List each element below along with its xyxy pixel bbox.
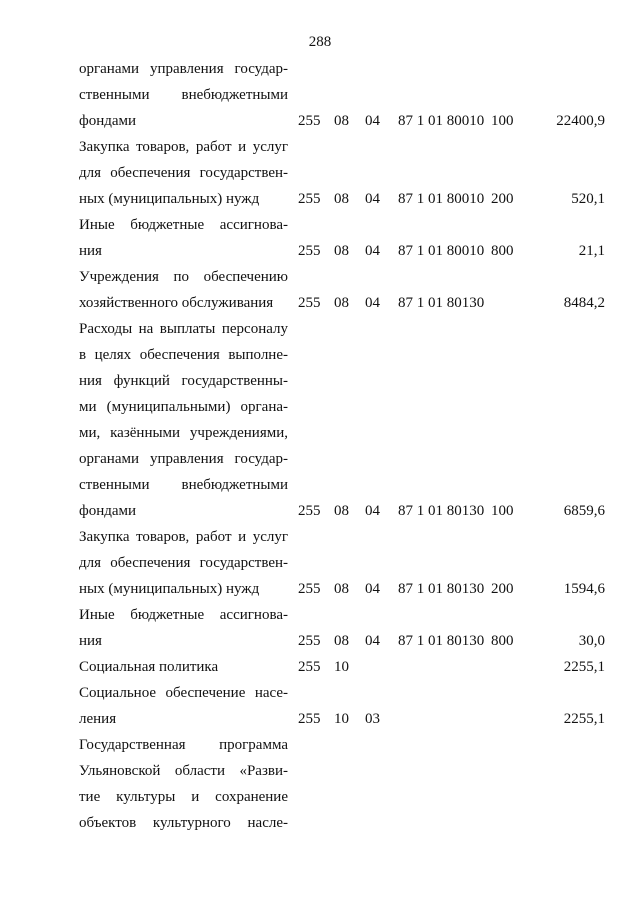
row-line [0, 316, 640, 342]
row-line [0, 290, 640, 316]
description-text: Ульяновской области «Разви- [79, 763, 288, 779]
amount: 8484,2 [563, 295, 605, 311]
section-code: 08 [334, 581, 349, 597]
row-line [0, 732, 640, 758]
row-line [0, 342, 640, 368]
row-line [0, 680, 640, 706]
description-text: фондами [79, 113, 137, 129]
section-code: 08 [334, 113, 349, 129]
section-code: 08 [334, 503, 349, 519]
section-code: 10 [334, 659, 349, 675]
description-text: ных (муниципальных) нужд [79, 191, 260, 207]
ved-code: 255 [298, 581, 321, 597]
description-text: Закупка товаров, работ и услуг [79, 139, 288, 155]
row-line [0, 602, 640, 628]
amount: 2255,1 [563, 659, 605, 675]
row-line [0, 394, 640, 420]
description-text: ления [79, 711, 117, 727]
row-line [0, 498, 640, 524]
amount: 30,0 [578, 633, 605, 649]
description-text: объектов культурного насле- [79, 815, 288, 831]
ved-code: 255 [298, 659, 321, 675]
amount: 520,1 [571, 191, 605, 207]
section-code: 08 [334, 295, 349, 311]
description-text: хозяйственного обслуживания [79, 295, 274, 311]
target-article-code: 87 1 01 80010 [398, 191, 485, 207]
target-article-code: 87 1 01 80130 [398, 295, 485, 311]
table-row [0, 524, 640, 602]
expense-type-code: 800 [491, 633, 514, 649]
ved-code: 255 [298, 295, 321, 311]
description-text: Иные бюджетные ассигнова- [79, 217, 288, 233]
table-row [0, 56, 640, 134]
table-row [0, 654, 640, 680]
table-row [0, 316, 640, 524]
row-line [0, 238, 640, 264]
ved-code: 255 [298, 711, 321, 727]
target-article-code: 87 1 01 80130 [398, 581, 485, 597]
row-line [0, 472, 640, 498]
table-row [0, 680, 640, 732]
subsection-code: 04 [365, 191, 380, 207]
target-article-code: 87 1 01 80130 [398, 633, 485, 649]
description-text: Государственная программа [79, 737, 288, 753]
description-text: ственными внебюджетными [79, 477, 288, 493]
row-line [0, 420, 640, 446]
row-line [0, 524, 640, 550]
row-line [0, 706, 640, 732]
description-text: ственными внебюджетными [79, 87, 288, 103]
row-line [0, 134, 640, 160]
table-row [0, 602, 640, 654]
table-row [0, 212, 640, 264]
description-text: Закупка товаров, работ и услуг [79, 529, 288, 545]
description-text: ми (муниципальными) органа- [79, 399, 288, 415]
section-code: 08 [334, 243, 349, 259]
amount: 6859,6 [563, 503, 605, 519]
description-text: Иные бюджетные ассигнова- [79, 607, 288, 623]
target-article-code: 87 1 01 80130 [398, 503, 485, 519]
subsection-code: 03 [365, 711, 380, 727]
subsection-code: 04 [365, 581, 380, 597]
ved-code: 255 [298, 113, 321, 129]
expense-type-code: 800 [491, 243, 514, 259]
description-text: ных (муниципальных) нужд [79, 581, 260, 597]
table-row [0, 732, 640, 836]
row-line [0, 654, 640, 680]
expense-type-code: 200 [491, 581, 514, 597]
table-row [0, 264, 640, 316]
row-line [0, 368, 640, 394]
description-text: Социальное обеспечение насе- [79, 685, 288, 701]
row-line [0, 264, 640, 290]
row-line [0, 212, 640, 238]
section-code: 08 [334, 633, 349, 649]
row-line [0, 810, 640, 836]
row-line [0, 758, 640, 784]
row-line [0, 784, 640, 810]
row-line [0, 160, 640, 186]
row-line [0, 576, 640, 602]
amount: 1594,6 [563, 581, 605, 597]
subsection-code: 04 [365, 633, 380, 649]
description-text: для обеспечения государствен- [79, 555, 288, 571]
description-text: органами управления государ- [79, 451, 288, 467]
description-text: в целях обеспечения выполне- [79, 347, 288, 363]
description-text: тие культуры и сохранение [79, 789, 288, 805]
row-line [0, 108, 640, 134]
description-text: ния [79, 633, 102, 649]
section-code: 08 [334, 191, 349, 207]
description-text: Учреждения по обеспечению [79, 269, 288, 285]
amount: 2255,1 [563, 711, 605, 727]
row-line [0, 56, 640, 82]
page-number: 288 [308, 34, 332, 50]
description-text: для обеспечения государствен- [79, 165, 288, 181]
table-row [0, 134, 640, 212]
description-text: органами управления государ- [79, 61, 288, 77]
section-code: 10 [334, 711, 349, 727]
description-text: фондами [79, 503, 137, 519]
budget-table [0, 56, 640, 836]
target-article-code: 87 1 01 80010 [398, 243, 485, 259]
row-line [0, 186, 640, 212]
description-text: ния функций государственны- [79, 373, 288, 389]
description-text: Социальная политика [79, 659, 219, 675]
row-line [0, 550, 640, 576]
row-line [0, 446, 640, 472]
row-line [0, 82, 640, 108]
amount: 22400,9 [556, 113, 605, 129]
subsection-code: 04 [365, 503, 380, 519]
expense-type-code: 100 [491, 113, 514, 129]
subsection-code: 04 [365, 243, 380, 259]
ved-code: 255 [298, 633, 321, 649]
subsection-code: 04 [365, 295, 380, 311]
amount: 21,1 [578, 243, 605, 259]
target-article-code: 87 1 01 80010 [398, 113, 485, 129]
expense-type-code: 200 [491, 191, 514, 207]
row-line [0, 628, 640, 654]
description-text: ми, казёнными учреждениями, [79, 425, 288, 441]
expense-type-code: 100 [491, 503, 514, 519]
ved-code: 255 [298, 503, 321, 519]
subsection-code: 04 [365, 113, 380, 129]
ved-code: 255 [298, 243, 321, 259]
description-text: ния [79, 243, 102, 259]
ved-code: 255 [298, 191, 321, 207]
description-text: Расходы на выплаты персоналу [79, 321, 288, 337]
